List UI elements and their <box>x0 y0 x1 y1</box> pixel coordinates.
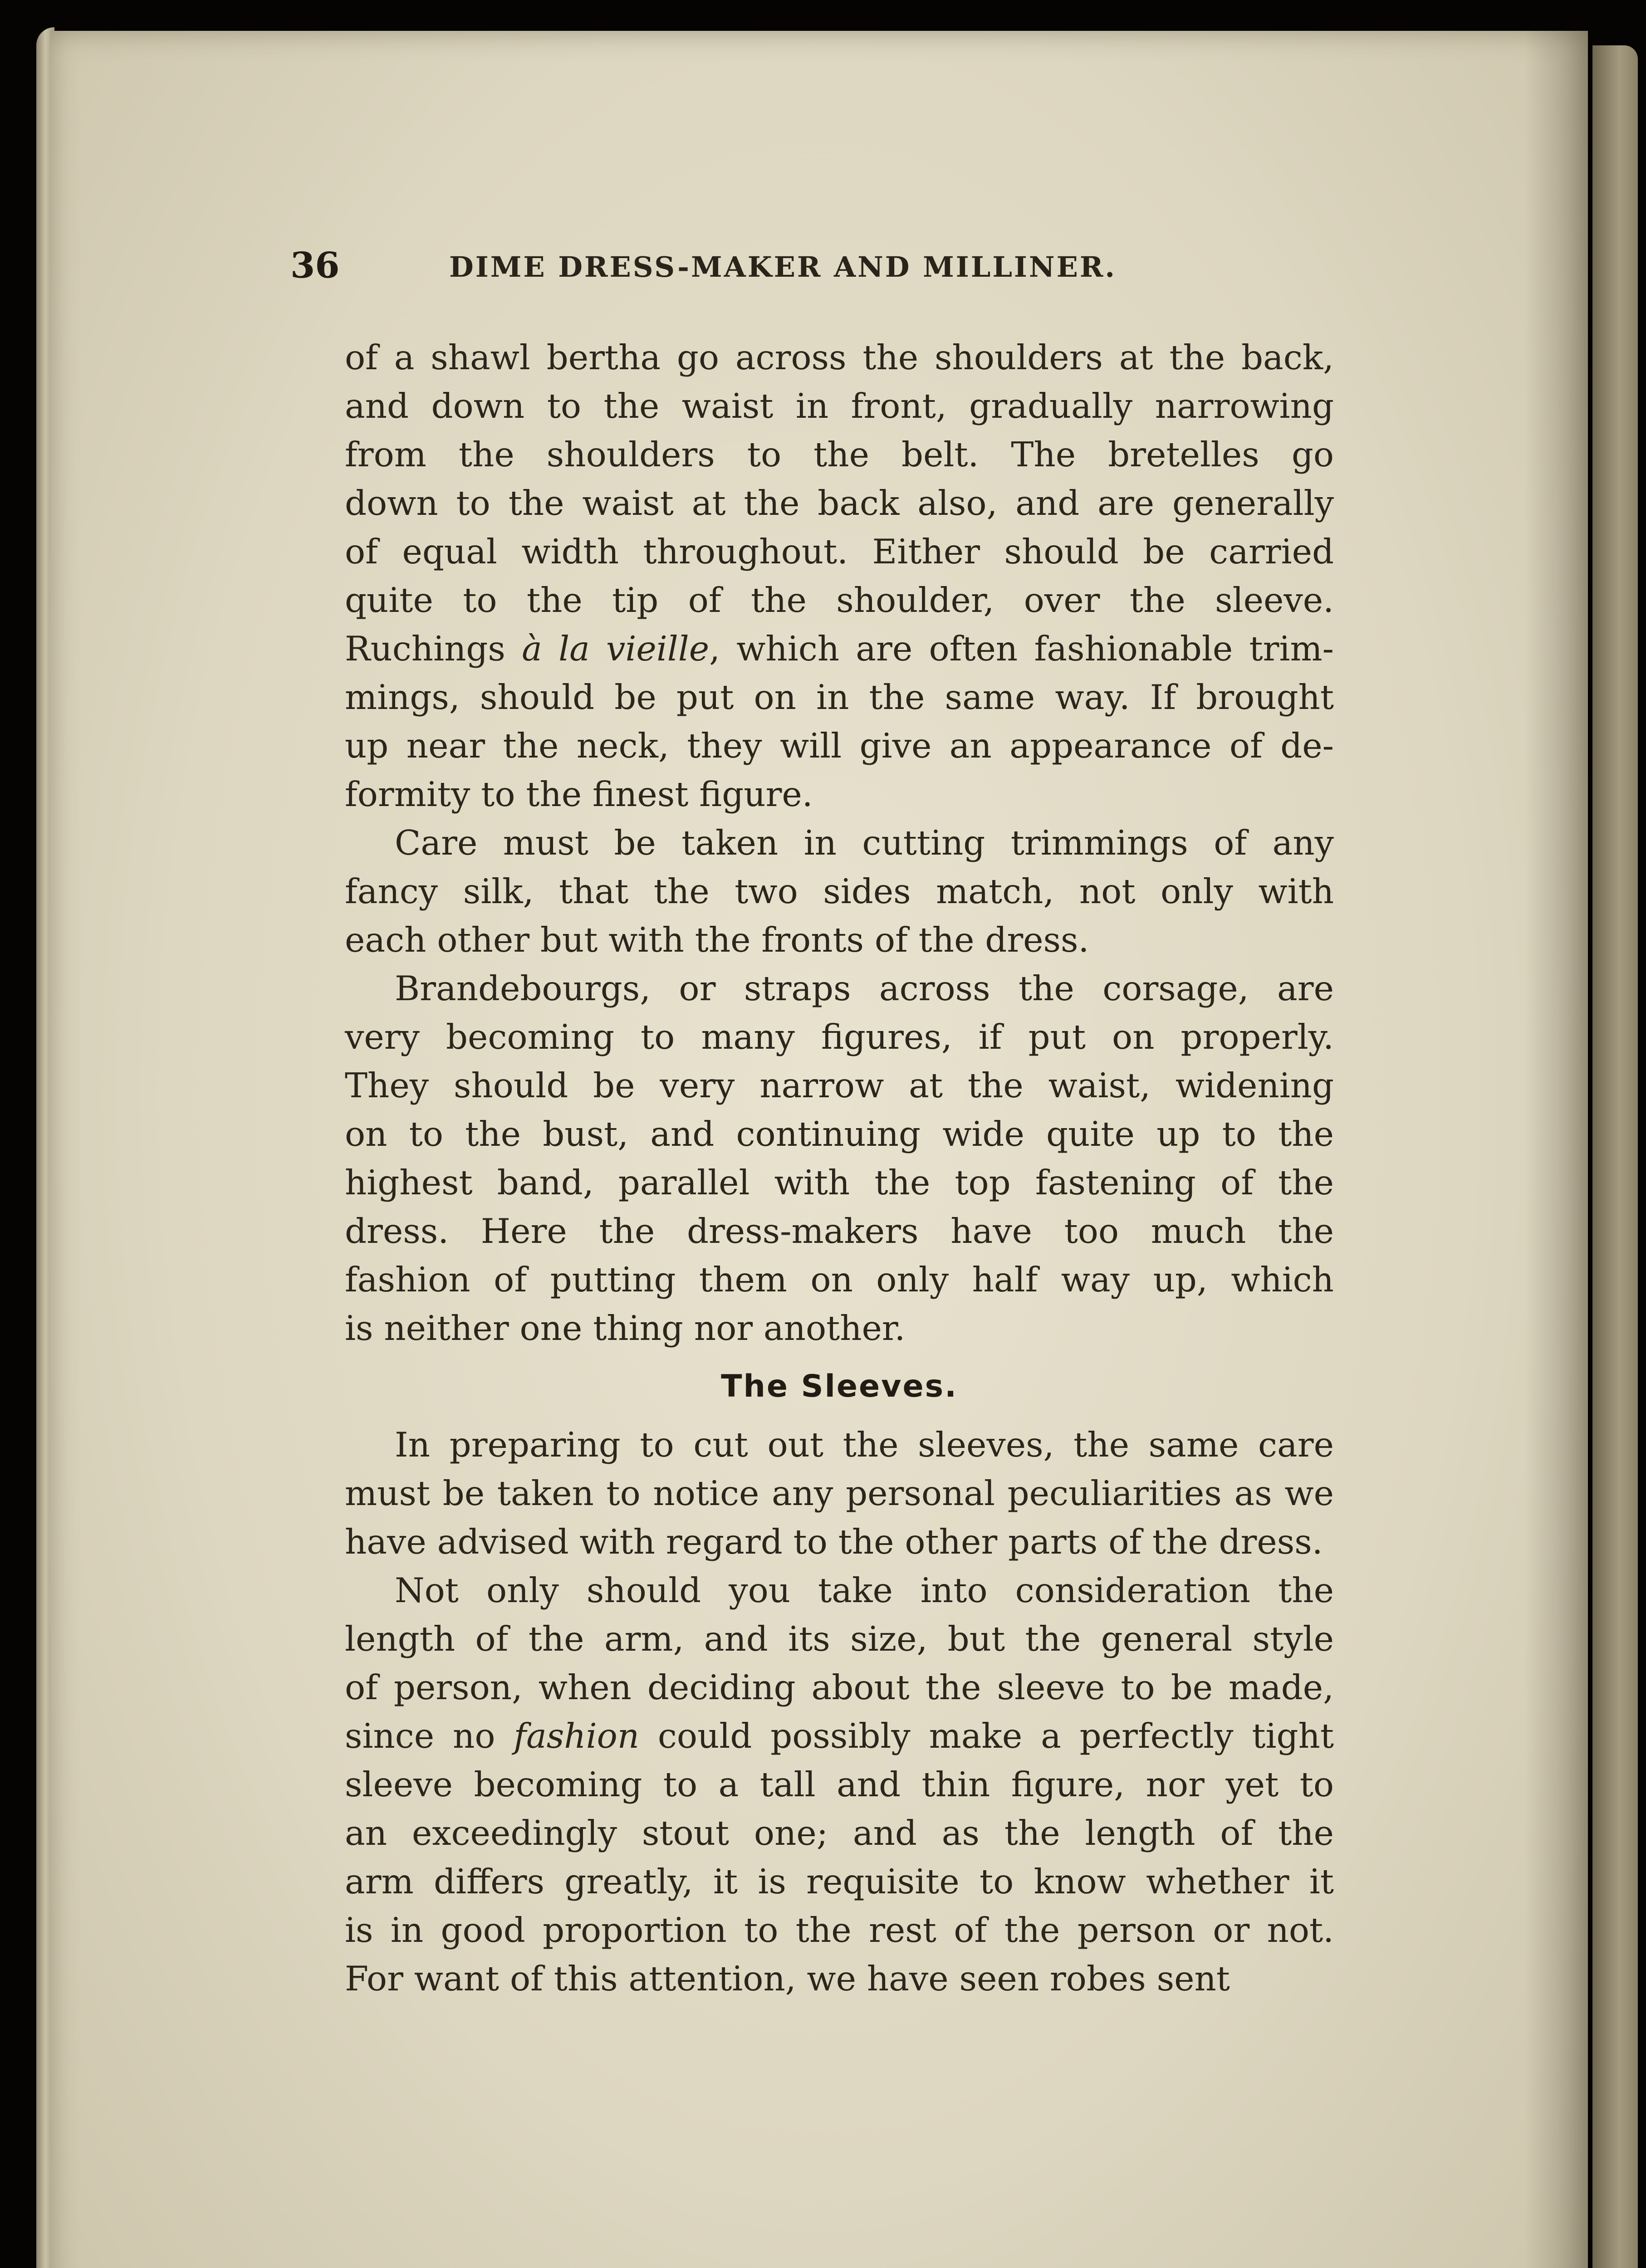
text-line: highest band, parallel with the top fastening of the <box>345 1163 1334 1202</box>
page-number: 36 <box>290 245 340 286</box>
text-line: must be taken to notice any personal peculiarities as we <box>345 1473 1334 1513</box>
paragraph <box>345 1421 1334 1566</box>
text-line: They should be very narrow at the waist, widening <box>345 1066 1334 1105</box>
text-line: In preparing to cut out the sleeves, the same care <box>395 1425 1334 1465</box>
text-line: of a shawl bertha go across the shoulders at the back, <box>345 337 1334 377</box>
text-line: an exceedingly stout one; and as the length of the <box>345 1813 1334 1853</box>
text-line: quite to the tip of the shoulder, over the sleeve. <box>345 580 1334 620</box>
text-line: Care must be taken in cutting trimmings of any <box>395 823 1334 863</box>
text-line: mings, should be put on in the same way. If brought <box>345 677 1334 717</box>
paragraph <box>345 964 1334 1353</box>
text-line: is neither one thing nor another. <box>345 1308 906 1348</box>
text-line: each other but with the fronts of the dress. <box>345 920 1089 960</box>
text-line: length of the arm, and its size, but the general style <box>345 1619 1334 1659</box>
text-run: since no <box>345 1716 514 1756</box>
body-text <box>345 333 1334 2003</box>
text-line: very becoming to many figures, if put on properly. <box>345 1017 1334 1057</box>
text-line: of equal width throughout. Either should be carried <box>345 532 1334 572</box>
running-title: DIME DRESS-MAKER AND MILLINER. <box>449 250 1117 284</box>
italic-text: à la vieille <box>522 629 710 669</box>
text-line: have advised with regard to the other parts of the dress. <box>345 1522 1323 1562</box>
paragraph <box>345 1566 1334 2003</box>
text-line: Brandebourgs, or straps across the corsage, are <box>395 968 1334 1008</box>
text-line: fancy silk, that the two sides match, not only with <box>345 871 1334 911</box>
running-head <box>290 245 1334 295</box>
paragraph <box>345 819 1334 964</box>
text-line: of person, when deciding about the sleeve to be made, <box>345 1667 1334 1707</box>
text-line: For want of this attention, we have seen robes sent <box>345 1959 1230 1999</box>
text-run: Ruchings <box>345 629 522 669</box>
text-line: on to the bust, and continuing wide quite up to the <box>345 1114 1334 1154</box>
text-run: , which are often fashionable trim- <box>709 629 1334 669</box>
text-line: fashion of putting them on only half way up, which <box>345 1260 1334 1300</box>
text-line: and down to the waist in front, gradually narrowing <box>345 386 1334 426</box>
text-line: arm differs greatly, it is requisite to know whether it <box>345 1862 1334 1901</box>
section-heading: The Sleeves. <box>721 1369 958 1404</box>
text-line <box>345 1712 1334 1760</box>
text-line: is in good proportion to the rest of the person or not. <box>345 1910 1334 1950</box>
text-line: up near the neck, they will give an appearance of de- <box>345 726 1334 766</box>
text-line: down to the waist at the back also, and are generally <box>345 483 1334 523</box>
text-line: dress. Here the dress-makers have too much the <box>345 1211 1334 1251</box>
text-line <box>345 625 1334 673</box>
italic-text: fashion <box>514 1716 640 1756</box>
text-line: from the shoulders to the belt. The bretelles go <box>345 435 1334 474</box>
text-line: sleeve becoming to a tall and thin figure, nor yet to <box>345 1765 1334 1804</box>
paragraph <box>345 333 1334 819</box>
text-line: Not only should you take into consideration the <box>395 1570 1334 1610</box>
text-line: formity to the finest figure. <box>345 774 813 814</box>
text-run: could possibly make a perfectly tight <box>639 1716 1334 1756</box>
facing-page-edge <box>1592 45 1638 2268</box>
gutter-shadow <box>1524 31 1588 2268</box>
